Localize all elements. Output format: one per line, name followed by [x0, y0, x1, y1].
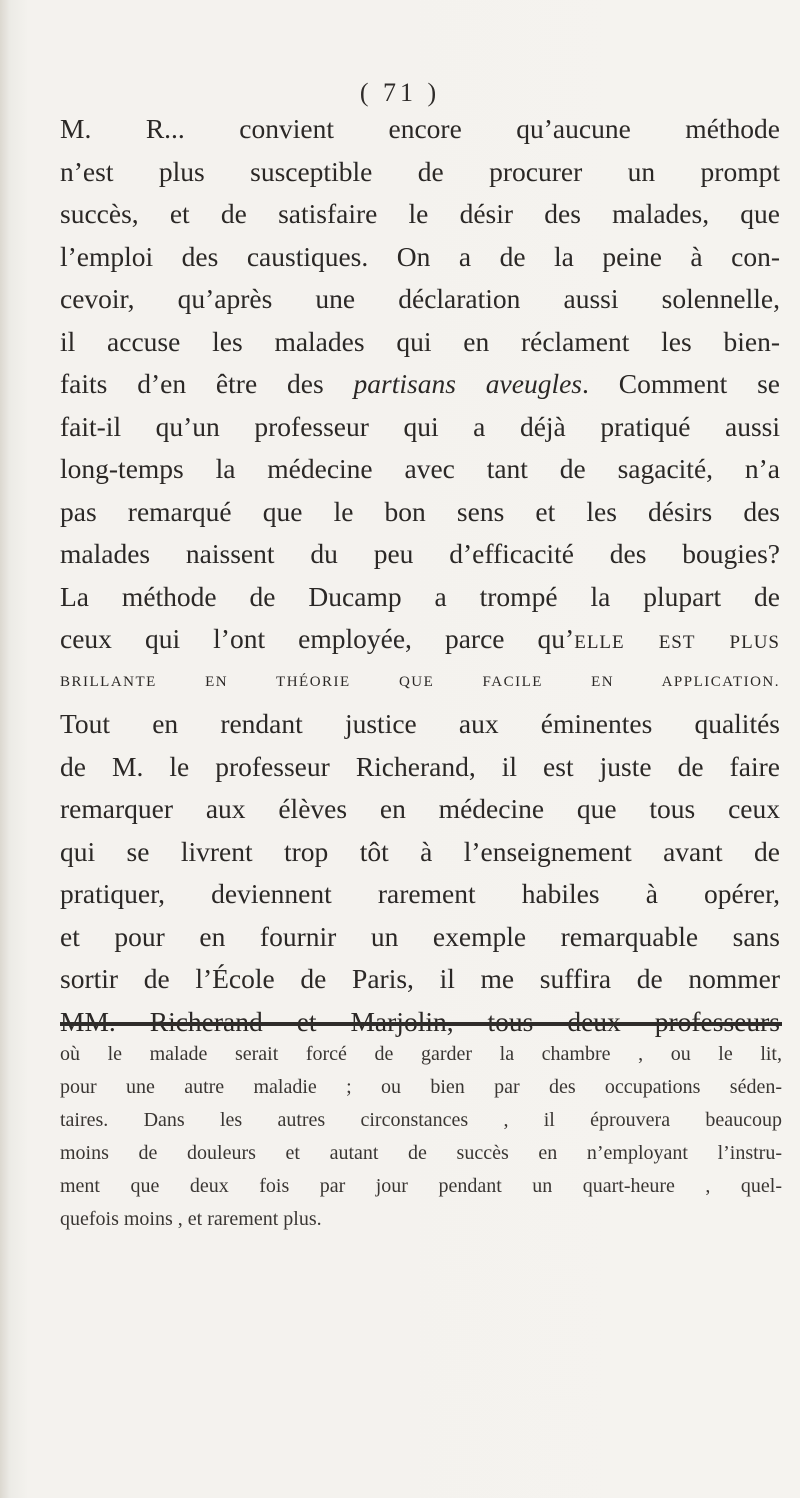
footnote-line: quefois moins , et rarement plus. — [60, 1208, 322, 1230]
footnote-line: moins de douleurs et autant de succès en n’employant l’instru- — [60, 1142, 782, 1164]
footnote-divider — [60, 1022, 782, 1026]
smallcaps-phrase: elle est plus — [574, 623, 780, 654]
text-line: il accuse les malades qui en réclament les bien- — [60, 325, 780, 357]
text-line: La méthode de Ducamp a trompé la plupart de — [60, 580, 780, 612]
text-line: M. R... convient encore qu’aucune méthode — [60, 113, 780, 144]
text-line: et pour en fournir un exemple remarquable sans — [60, 920, 780, 952]
smallcaps-line: BRILLANTE EN THÉORIE QUE FACILE EN APPLICATION. — [60, 673, 780, 690]
italic-phrase: partisans aveugles — [353, 368, 583, 399]
text-line: long-temps la médecine avec tant de sagacité, n’a — [60, 453, 780, 484]
text-line: pratiquer, deviennent rarement habiles à opérer, — [60, 878, 780, 909]
text-line: sortir de l’École de Paris, il me suffira de nommer — [60, 963, 780, 994]
text-line: succès, et de satisfaire le désir des malades, que — [60, 198, 780, 229]
text-line: fait-il qu’un professeur qui a déjà pratiqué aussi — [60, 410, 780, 442]
text-segment: ceux qui l’ont employée, parce qu’ — [60, 623, 575, 654]
footnote-line: pour une autre maladie ; ou bien par des occupations séden- — [60, 1076, 782, 1098]
text-segment: . Comment se — [582, 368, 780, 399]
main-text — [60, 108, 780, 1043]
text-segment: faits d’en être des — [60, 368, 354, 399]
footnote — [60, 1038, 782, 1236]
text-line: malades naissent du peu d’efficacité des bougies? — [60, 538, 780, 569]
footnote-line: ment que deux fois par jour pendant un quart-heure , quel- — [60, 1175, 782, 1197]
text-line: pas remarqué que le bon sens et les désirs des — [60, 495, 780, 527]
text-line: cevoir, qu’après une déclaration aussi solennelle, — [60, 283, 780, 314]
text-line: MM. Richerand et Marjolin, tous deux professeurs — [60, 1005, 780, 1037]
text-line: remarquer aux élèves en médecine que tous ceux — [60, 793, 780, 824]
page-number: ( 71 ) — [359, 78, 441, 107]
text-line: de M. le professeur Richerand, il est juste de faire — [60, 750, 780, 782]
text-line — [60, 618, 780, 661]
footnote-line: taires. Dans les autres circonstances , il éprouvera beaucoup — [60, 1109, 782, 1131]
text-line: l’emploi des caustiques. On a de la peine à con- — [60, 240, 780, 272]
text-line: n’est plus susceptible de procurer un prompt — [60, 155, 780, 187]
footnote-line: où le malade serait forcé de garder la chambre , ou le lit, — [60, 1043, 782, 1065]
text-line — [60, 363, 780, 406]
text-line: qui se livrent trop tôt à l’enseignement avant de — [60, 835, 780, 867]
text-line: Tout en rendant justice aux éminentes qualités — [60, 708, 780, 739]
